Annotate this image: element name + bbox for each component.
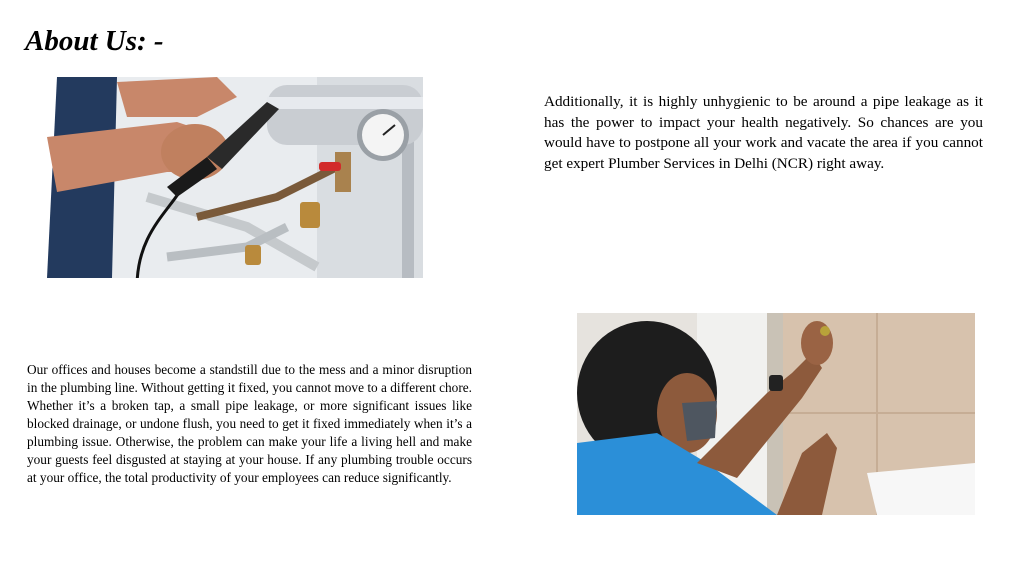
plumber-wall-photo <box>577 313 975 515</box>
description-paragraph: Our offices and houses become a standstill due to the mess and a minor disruption in the plumbing line. Without getting it fixed, you cannot move to a different chore. Whether it’s a broken tap, a small pipe leakage, or more significant issues like blocked drainage, or undone flush, you need to get it fixed immediately when it’s a plumbing issue. Otherwise, the problem can make your life a living hell and make your guests feel disgusted at staying at your house. If any plumbing trouble occurs at your office, the total productivity of your employees can reduce significantly. <box>27 362 472 485</box>
plumber-pipes-photo <box>17 77 423 278</box>
page-title: About Us: - <box>25 25 164 57</box>
intro-paragraph: Additionally, it is highly unhygienic to be around a pipe leakage as it has the power to impact your health negatively. So chances are you would have to postpone all your work and vacate the area if you cannot get expert Plumber Services in Delhi (NCR) right away. <box>544 93 983 172</box>
